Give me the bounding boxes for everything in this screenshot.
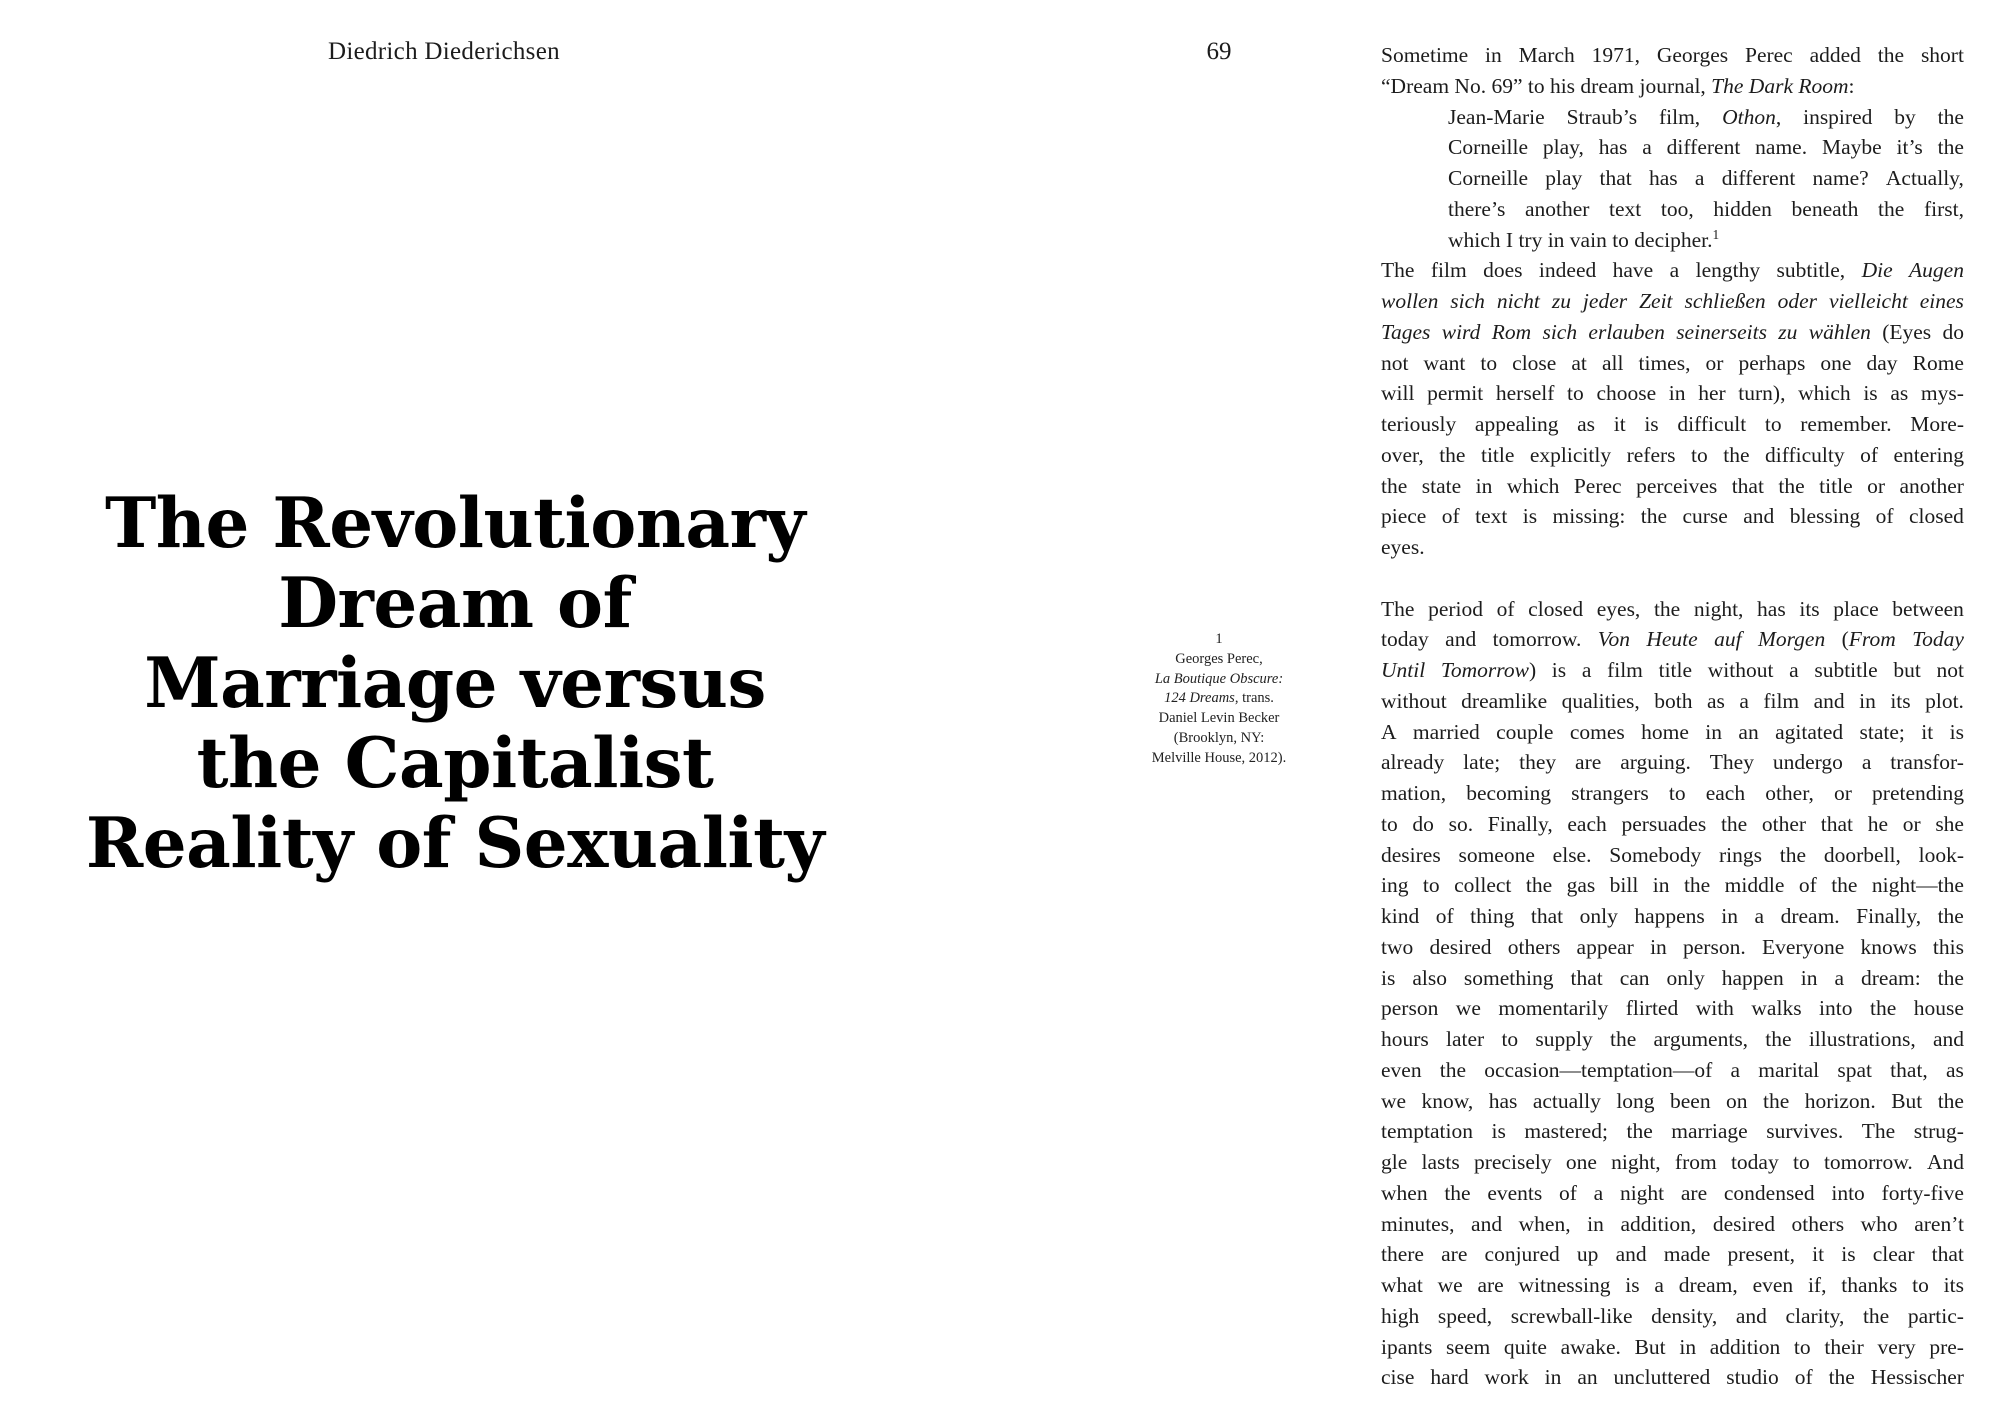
text-line: Corneille play that has a different name? Actually,	[1448, 166, 1964, 190]
text-line: person we momentarily flirted with walks into the house	[1381, 996, 1964, 1021]
text-line: temptation is mastered; the marriage survives. The strug-	[1381, 1119, 1964, 1144]
body-column	[1381, 40, 1964, 1393]
paragraph	[1381, 594, 1964, 1394]
text-line: today and tomorrow. Von Heute auf Morgen (From Today	[1381, 627, 1964, 652]
footnote-line: Georges Perec,	[1175, 650, 1263, 667]
text-line: piece of text is missing: the curse and blessing of closed	[1381, 504, 1964, 529]
footnote-line: 124 Dreams, trans.	[1164, 690, 1274, 707]
text-line: to do so. Finally, each persuades the other that he or she	[1381, 811, 1964, 836]
text-line: over, the title explicitly refers to the difficulty of entering	[1381, 442, 1964, 467]
text-line: will permit herself to choose in her turn), which is as mys-	[1381, 381, 1964, 406]
text-line: Jean-Marie Straub’s film, Othon, inspired by the	[1448, 104, 1964, 129]
text-line: Tages wird Rom sich erlauben seinerseits zu wählen (Eyes do	[1381, 319, 1964, 344]
text-line: there’s another text too, hidden beneath the first,	[1448, 196, 1964, 221]
text-line: even the occasion—temptation—of a marital spat that, as	[1381, 1057, 1964, 1082]
margin-footnote	[1099, 630, 1339, 769]
text-line: “Dream No. 69” to his dream journal, The Dark Room:	[1381, 73, 1855, 98]
footnote-line: Melville House, 2012).	[1151, 749, 1287, 766]
text-line: which I try in vain to decipher.$^1$	[1448, 226, 1720, 252]
footnote-line: (Brooklyn, NY:	[1173, 729, 1265, 746]
text-line: there are conjured up and made present, it is clear that	[1381, 1242, 1964, 1267]
text-line: already late; they are arguing. They undergo a transfor-	[1381, 750, 1964, 775]
text-line: Sometime in March 1971, Georges Perec added the short	[1381, 43, 1964, 67]
text-line: desires someone else. Somebody rings the doorbell, look-	[1381, 842, 1964, 867]
text-line: Until Tomorrow) is a film title without a subtitle but not	[1381, 658, 1964, 682]
paragraph	[1381, 255, 1964, 563]
title-line: Marriage versus	[144, 643, 766, 724]
title-line: Reality of Sexuality	[85, 803, 825, 884]
text-line: minutes, and when, in addition, desired others who aren’t	[1381, 1211, 1964, 1236]
footnote-marker: 1	[1215, 631, 1223, 647]
text-line: The period of closed eyes, the night, has its place between	[1381, 596, 1964, 621]
text-line: teriously appealing as it is difficult to remember. More-	[1381, 412, 1964, 436]
text-line: without dreamlike qualities, both as a film and in its plot.	[1381, 688, 1964, 713]
title-line: Dream of	[278, 563, 632, 644]
page-number: 69	[1206, 38, 1232, 65]
essay-title	[80, 484, 830, 884]
text-line: what we are witnessing is a dream, even if, thanks to its	[1381, 1273, 1964, 1297]
text-line: high speed, screwball-like density, and clarity, the partic-	[1381, 1303, 1964, 1328]
text-line: gle lasts precisely one night, from today to tomorrow. And	[1381, 1150, 1964, 1174]
title-line: The Revolutionary	[104, 483, 806, 564]
footnote-line: La Boutique Obscure:	[1154, 670, 1284, 687]
footnote-line: Daniel Levin Becker	[1158, 710, 1280, 727]
text-line: The film does indeed have a lengthy subtitle, Die Augen	[1381, 258, 1964, 283]
text-line: mation, becoming strangers to each other, or pretending	[1381, 781, 1964, 805]
text-line: eyes.	[1381, 535, 1425, 559]
text-line: ipants seem quite awake. But in addition to their very pre-	[1381, 1334, 1964, 1359]
text-line: the state in which Perec perceives that the title or another	[1381, 473, 1964, 498]
text-line: is also something that can only happen in a dream: the	[1381, 965, 1964, 990]
text-line: Corneille play, has a different name. Maybe it’s the	[1448, 135, 1964, 160]
paragraph	[1381, 40, 1964, 102]
text-line: ing to collect the gas bill in the middle of the night—the	[1381, 873, 1964, 898]
text-line: cise hard work in an uncluttered studio of the Hessischer	[1381, 1365, 1964, 1390]
text-line: when the events of a night are condensed into forty-five	[1381, 1180, 1964, 1205]
text-line: wollen sich nicht zu jeder Zeit schließen oder vielleicht eines	[1381, 289, 1964, 313]
text-line: not want to close at all times, or perhaps one day Rome	[1381, 350, 1964, 375]
title-line: the Capitalist	[196, 723, 714, 804]
text-line: we know, has actually long been on the horizon. But the	[1381, 1088, 1964, 1113]
block-quote	[1381, 102, 1964, 256]
text-line: hours later to supply the arguments, the illustrations, and	[1381, 1027, 1964, 1051]
running-header-author: Diedrich Diederichsen	[328, 38, 560, 65]
text-line: kind of thing that only happens in a dream. Finally, the	[1381, 904, 1964, 928]
text-line: A married couple comes home in an agitated state; it is	[1381, 719, 1964, 744]
text-line: two desired others appear in person. Everyone knows this	[1381, 934, 1964, 959]
